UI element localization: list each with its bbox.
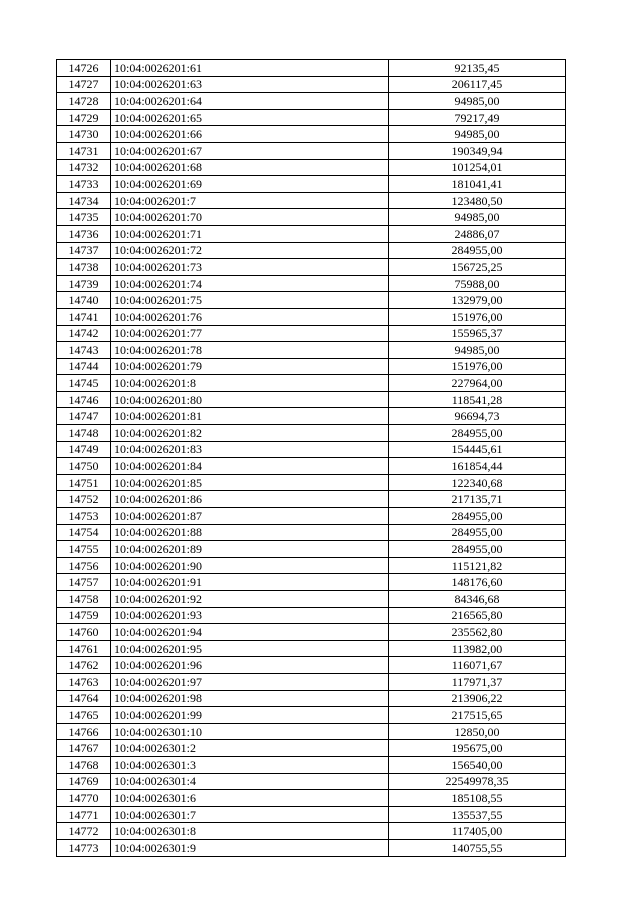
- cadastral-value-cell: 122340,68: [389, 474, 566, 491]
- row-number-cell: 14762: [57, 657, 111, 674]
- table-row: [57, 209, 566, 226]
- table-row: [57, 425, 566, 442]
- table-row: [57, 591, 566, 608]
- row-number-cell: 14766: [57, 723, 111, 740]
- cadastral-value-cell: 117405,00: [389, 823, 566, 840]
- table-row: [57, 408, 566, 425]
- cadastral-number-cell: 10:04:0026201:84: [111, 458, 389, 475]
- table-row: [57, 76, 566, 93]
- row-number-cell: 14759: [57, 607, 111, 624]
- row-number-cell: 14728: [57, 93, 111, 110]
- table-row: [57, 491, 566, 508]
- cadastral-number-cell: 10:04:0026201:86: [111, 491, 389, 508]
- cadastral-number-cell: 10:04:0026201:91: [111, 574, 389, 591]
- table-row: [57, 308, 566, 325]
- row-number-cell: 14742: [57, 325, 111, 342]
- cadastral-value-cell: 151976,00: [389, 308, 566, 325]
- table-row: [57, 375, 566, 392]
- cadastral-number-cell: 10:04:0026201:63: [111, 76, 389, 93]
- cadastral-number-cell: 10:04:0026201:93: [111, 607, 389, 624]
- cadastral-number-cell: 10:04:0026201:8: [111, 375, 389, 392]
- cadastral-value-cell: 135537,55: [389, 806, 566, 823]
- table-row: [57, 142, 566, 159]
- cadastral-number-cell: 10:04:0026201:71: [111, 225, 389, 242]
- cadastral-value-cell: 185108,55: [389, 790, 566, 807]
- table-row: [57, 192, 566, 209]
- cadastral-value-cell: 217135,71: [389, 491, 566, 508]
- table-row: [57, 690, 566, 707]
- table-row: [57, 823, 566, 840]
- cadastral-value-cell: 116071,67: [389, 657, 566, 674]
- table-row: [57, 391, 566, 408]
- row-number-cell: 14741: [57, 308, 111, 325]
- cadastral-value-cell: 284955,00: [389, 524, 566, 541]
- row-number-cell: 14763: [57, 673, 111, 690]
- cadastral-value-cell: 12850,00: [389, 723, 566, 740]
- cadastral-value-cell: 206117,45: [389, 76, 566, 93]
- table-row: [57, 773, 566, 790]
- row-number-cell: 14746: [57, 391, 111, 408]
- table-row: [57, 474, 566, 491]
- cadastral-number-cell: 10:04:0026201:81: [111, 408, 389, 425]
- table-row: [57, 259, 566, 276]
- cadastral-number-cell: 10:04:0026301:8: [111, 823, 389, 840]
- cadastral-value-cell: 151976,00: [389, 358, 566, 375]
- row-number-cell: 14765: [57, 707, 111, 724]
- cadastral-value-table: [56, 59, 566, 857]
- row-number-cell: 14764: [57, 690, 111, 707]
- row-number-cell: 14733: [57, 176, 111, 193]
- cadastral-number-cell: 10:04:0026201:66: [111, 126, 389, 143]
- row-number-cell: 14727: [57, 76, 111, 93]
- cadastral-number-cell: 10:04:0026201:70: [111, 209, 389, 226]
- cadastral-value-cell: 118541,28: [389, 391, 566, 408]
- table-row: [57, 839, 566, 856]
- cadastral-number-cell: 10:04:0026201:95: [111, 640, 389, 657]
- table-row: [57, 275, 566, 292]
- cadastral-value-cell: 132979,00: [389, 292, 566, 309]
- table-row: [57, 109, 566, 126]
- row-number-cell: 14754: [57, 524, 111, 541]
- cadastral-value-cell: 92135,45: [389, 60, 566, 77]
- cadastral-number-cell: 10:04:0026201:67: [111, 142, 389, 159]
- table-row: [57, 557, 566, 574]
- cadastral-number-cell: 10:04:0026201:98: [111, 690, 389, 707]
- row-number-cell: 14736: [57, 225, 111, 242]
- table-row: [57, 292, 566, 309]
- cadastral-value-cell: 94985,00: [389, 126, 566, 143]
- cadastral-number-cell: 10:04:0026201:77: [111, 325, 389, 342]
- cadastral-number-cell: 10:04:0026301:3: [111, 756, 389, 773]
- table-row: [57, 342, 566, 359]
- cadastral-number-cell: 10:04:0026201:83: [111, 441, 389, 458]
- row-number-cell: 14732: [57, 159, 111, 176]
- cadastral-number-cell: 10:04:0026301:4: [111, 773, 389, 790]
- row-number-cell: 14772: [57, 823, 111, 840]
- table-row: [57, 159, 566, 176]
- cadastral-value-cell: 84346,68: [389, 591, 566, 608]
- cadastral-value-cell: 75988,00: [389, 275, 566, 292]
- table-row: [57, 358, 566, 375]
- cadastral-number-cell: 10:04:0026201:64: [111, 93, 389, 110]
- cadastral-value-cell: 94985,00: [389, 342, 566, 359]
- row-number-cell: 14768: [57, 756, 111, 773]
- cadastral-value-cell: 156725,25: [389, 259, 566, 276]
- table-row: [57, 657, 566, 674]
- table-row: [57, 508, 566, 525]
- cadastral-value-cell: 213906,22: [389, 690, 566, 707]
- cadastral-value-cell: 181041,41: [389, 176, 566, 193]
- cadastral-number-cell: 10:04:0026201:96: [111, 657, 389, 674]
- cadastral-value-cell: 113982,00: [389, 640, 566, 657]
- table-row: [57, 458, 566, 475]
- table-row: [57, 624, 566, 641]
- row-number-cell: 14769: [57, 773, 111, 790]
- row-number-cell: 14752: [57, 491, 111, 508]
- table-row: [57, 723, 566, 740]
- cadastral-value-cell: 96694,73: [389, 408, 566, 425]
- row-number-cell: 14773: [57, 839, 111, 856]
- row-number-cell: 14767: [57, 740, 111, 757]
- cadastral-value-cell: 217515,65: [389, 707, 566, 724]
- cadastral-value-cell: 235562,80: [389, 624, 566, 641]
- row-number-cell: 14740: [57, 292, 111, 309]
- cadastral-value-cell: 117971,37: [389, 673, 566, 690]
- cadastral-number-cell: 10:04:0026201:68: [111, 159, 389, 176]
- cadastral-number-cell: 10:04:0026301:9: [111, 839, 389, 856]
- cadastral-value-cell: 155965,37: [389, 325, 566, 342]
- cadastral-value-cell: 140755,55: [389, 839, 566, 856]
- row-number-cell: 14726: [57, 60, 111, 77]
- cadastral-value-cell: 195675,00: [389, 740, 566, 757]
- table-row: [57, 806, 566, 823]
- table-row: [57, 93, 566, 110]
- row-number-cell: 14761: [57, 640, 111, 657]
- cadastral-value-cell: 22549978,35: [389, 773, 566, 790]
- cadastral-value-cell: 94985,00: [389, 209, 566, 226]
- cadastral-number-cell: 10:04:0026301:6: [111, 790, 389, 807]
- cadastral-number-cell: 10:04:0026201:78: [111, 342, 389, 359]
- cadastral-number-cell: 10:04:0026201:74: [111, 275, 389, 292]
- table-row: [57, 441, 566, 458]
- row-number-cell: 14747: [57, 408, 111, 425]
- cadastral-number-cell: 10:04:0026201:90: [111, 557, 389, 574]
- row-number-cell: 14749: [57, 441, 111, 458]
- cadastral-number-cell: 10:04:0026201:97: [111, 673, 389, 690]
- cadastral-number-cell: 10:04:0026201:69: [111, 176, 389, 193]
- cadastral-number-cell: 10:04:0026201:82: [111, 425, 389, 442]
- cadastral-number-cell: 10:04:0026201:80: [111, 391, 389, 408]
- table-row: [57, 524, 566, 541]
- row-number-cell: 14751: [57, 474, 111, 491]
- table-row: [57, 225, 566, 242]
- row-number-cell: 14744: [57, 358, 111, 375]
- cadastral-number-cell: 10:04:0026201:85: [111, 474, 389, 491]
- row-number-cell: 14735: [57, 209, 111, 226]
- cadastral-value-cell: 94985,00: [389, 93, 566, 110]
- cadastral-value-cell: 216565,80: [389, 607, 566, 624]
- cadastral-number-cell: 10:04:0026201:92: [111, 591, 389, 608]
- cadastral-value-cell: 284955,00: [389, 541, 566, 558]
- cadastral-value-cell: 154445,61: [389, 441, 566, 458]
- table-row: [57, 673, 566, 690]
- cadastral-value-cell: 115121,82: [389, 557, 566, 574]
- cadastral-number-cell: 10:04:0026201:99: [111, 707, 389, 724]
- row-number-cell: 14729: [57, 109, 111, 126]
- row-number-cell: 14745: [57, 375, 111, 392]
- cadastral-number-cell: 10:04:0026201:87: [111, 508, 389, 525]
- cadastral-number-cell: 10:04:0026301:7: [111, 806, 389, 823]
- table-row: [57, 756, 566, 773]
- cadastral-number-cell: 10:04:0026301:2: [111, 740, 389, 757]
- row-number-cell: 14743: [57, 342, 111, 359]
- table-row: [57, 607, 566, 624]
- cadastral-number-cell: 10:04:0026201:79: [111, 358, 389, 375]
- cadastral-number-cell: 10:04:0026201:65: [111, 109, 389, 126]
- cadastral-number-cell: 10:04:0026201:89: [111, 541, 389, 558]
- row-number-cell: 14748: [57, 425, 111, 442]
- cadastral-value-cell: 101254,01: [389, 159, 566, 176]
- table-row: [57, 574, 566, 591]
- table-row: [57, 60, 566, 77]
- table-row: [57, 242, 566, 259]
- cadastral-number-cell: 10:04:0026201:7: [111, 192, 389, 209]
- cadastral-number-cell: 10:04:0026201:76: [111, 308, 389, 325]
- cadastral-number-cell: 10:04:0026201:73: [111, 259, 389, 276]
- row-number-cell: 14730: [57, 126, 111, 143]
- row-number-cell: 14760: [57, 624, 111, 641]
- row-number-cell: 14771: [57, 806, 111, 823]
- cadastral-number-cell: 10:04:0026201:94: [111, 624, 389, 641]
- cadastral-number-cell: 10:04:0026201:72: [111, 242, 389, 259]
- row-number-cell: 14753: [57, 508, 111, 525]
- table-row: [57, 707, 566, 724]
- row-number-cell: 14731: [57, 142, 111, 159]
- cadastral-value-cell: 227964,00: [389, 375, 566, 392]
- row-number-cell: 14758: [57, 591, 111, 608]
- cadastral-value-cell: 284955,00: [389, 508, 566, 525]
- table-row: [57, 176, 566, 193]
- row-number-cell: 14770: [57, 790, 111, 807]
- row-number-cell: 14734: [57, 192, 111, 209]
- cadastral-number-cell: 10:04:0026201:61: [111, 60, 389, 77]
- cadastral-value-cell: 284955,00: [389, 425, 566, 442]
- table-row: [57, 790, 566, 807]
- cadastral-value-cell: 123480,50: [389, 192, 566, 209]
- table-body: [57, 60, 566, 857]
- cadastral-value-cell: 79217,49: [389, 109, 566, 126]
- table-row: [57, 740, 566, 757]
- row-number-cell: 14757: [57, 574, 111, 591]
- cadastral-number-cell: 10:04:0026301:10: [111, 723, 389, 740]
- cadastral-number-cell: 10:04:0026201:75: [111, 292, 389, 309]
- row-number-cell: 14739: [57, 275, 111, 292]
- cadastral-value-cell: 284955,00: [389, 242, 566, 259]
- row-number-cell: 14737: [57, 242, 111, 259]
- row-number-cell: 14755: [57, 541, 111, 558]
- table-row: [57, 640, 566, 657]
- table-row: [57, 126, 566, 143]
- cadastral-value-cell: 148176,60: [389, 574, 566, 591]
- cadastral-value-cell: 190349,94: [389, 142, 566, 159]
- row-number-cell: 14738: [57, 259, 111, 276]
- row-number-cell: 14750: [57, 458, 111, 475]
- table-row: [57, 325, 566, 342]
- cadastral-number-cell: 10:04:0026201:88: [111, 524, 389, 541]
- cadastral-value-cell: 161854,44: [389, 458, 566, 475]
- row-number-cell: 14756: [57, 557, 111, 574]
- cadastral-value-cell: 156540,00: [389, 756, 566, 773]
- cadastral-value-cell: 24886,07: [389, 225, 566, 242]
- table-row: [57, 541, 566, 558]
